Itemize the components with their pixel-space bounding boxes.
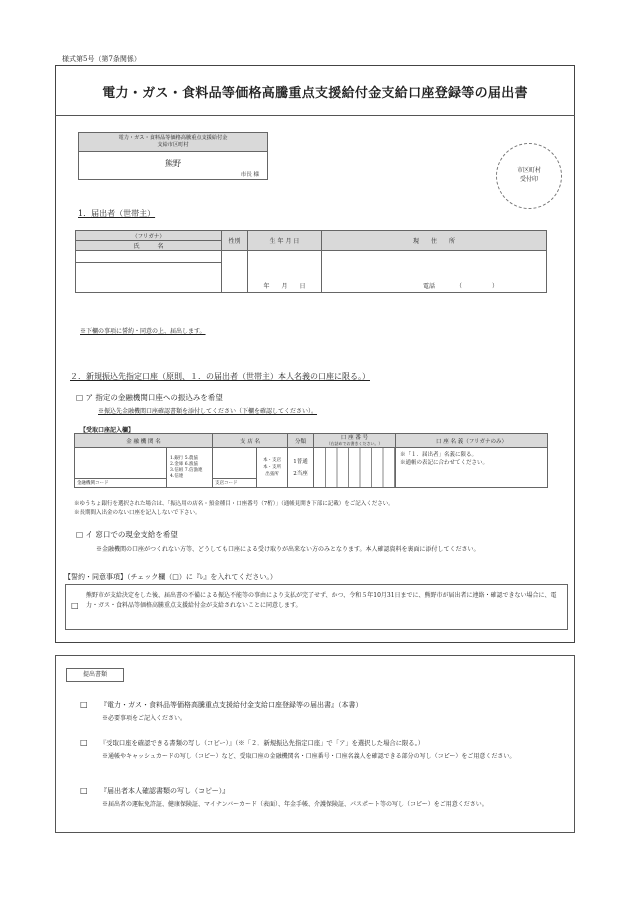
agree-note: ※下欄の事項に誓約・同意の上、届出します。 [80,328,206,335]
bank-name-input[interactable] [75,448,167,488]
oath-checkbox[interactable]: □ [71,601,79,610]
branch-name-input[interactable] [213,448,257,488]
name-label: 氏 名 [76,241,222,251]
type-header: 分類 [288,434,314,448]
document-title: 『届出者本人確認書類の写し（コピー）』 [100,787,230,795]
name-input[interactable] [76,263,222,293]
option-i-note: ※金融機関の口座がつくれない方等、どうしても口座による受け取りが出来ない方のみとなります。本人確認資料を裏面に添付してください。 [96,546,480,553]
stamp-line2: 受付印 [519,176,538,183]
addressee-mayor: 市長 様 [240,172,259,178]
oath-box [65,584,568,630]
reception-stamp-area [496,143,562,209]
document-title: 『受取口座を確認できる書類の写し（コピー）』（※「２．新規振込先指定口座」で「ア」を選択した場合に限る。） [100,740,425,747]
account-type-1[interactable]: 1普通 [293,458,308,465]
branch-type-1[interactable]: 本・支店 [263,458,281,463]
branch-type-list [257,448,288,488]
holder-header: 口 座 名 義（フリガナのみ） [396,434,548,448]
account-no-title: 口 座 番 号 [340,434,369,441]
branch-header: 支 店 名 [213,434,288,448]
bank-type-7[interactable]: 7.信漁連 [184,467,203,473]
branch-code-field[interactable]: 支店コード [213,478,256,487]
bank-type-6[interactable]: 6.漁協 [184,461,199,467]
section1-title: 1．届出者（世帯主） [78,209,156,218]
document-note: ※必要事項をご記入ください。 [102,715,187,722]
bank-type-5[interactable]: 5.農協 [184,455,199,461]
address-input[interactable] [322,251,547,293]
holder-note2: ※通帳の表記に合わせてください。 [400,460,489,466]
bank-code-field[interactable]: 金融機関コード [75,478,166,487]
bank-header: 金 融 機 関 名 [75,434,213,448]
document-checkbox[interactable]: □ [80,738,88,747]
title-divider [55,115,575,116]
bank-type-4[interactable]: 4.信連 [170,473,184,479]
addressee-header-line1: 電力・ガス・食料品等価格高騰重点支援給付金 [118,135,228,141]
birthdate-format: 年 月 日 [263,283,306,290]
account-table [74,433,548,488]
branch-type-2[interactable]: 本・支所 [263,465,281,470]
addressee-box [78,132,268,180]
document-title: 『電力・ガス・食料品等価格高騰重点支援給付金支給口座登録等の届出書』（本書） [100,701,363,709]
option-a-checkbox[interactable]: □ ア 指定の金融機関口座への振込みを希望 [76,393,223,402]
section2-title: ２．新規振込先指定口座（原則、１．の届出者（世帯主）本人名義の口座に限る。） [70,372,370,381]
furigana-label: （フリガナ） [76,231,222,241]
documents-label: 提出書類 [66,668,124,682]
birthdate-label: 生 年 月 日 [248,231,322,251]
furigana-input[interactable] [76,251,222,263]
stamp-line1: 市区町村 [516,167,541,174]
account-number-input[interactable] [314,448,396,488]
form-number: 様式第5号（第7条関係） [62,55,141,63]
document-note: ※届出者の運転免許証、健康保険証、マイナンバーカード（表面）、年金手帳、介護保険証、パスポート等の写し（コピー）をご用意ください。 [102,801,488,808]
addressee-header-line2: 支給市区町村 [157,142,189,148]
phone-format: 電話 （ ） [422,283,498,290]
account-no-header [314,434,396,448]
address-label: 現 住 所 [322,231,547,251]
account-no-sub: （右詰めでお書きください。） [326,440,383,446]
branch-type-3[interactable]: 出張所 [265,472,279,477]
gender-label: 性別 [222,231,248,251]
account-type-2[interactable]: 2当座 [293,470,308,477]
bank-type-3[interactable]: 3.信組 [170,467,184,473]
document-checkbox[interactable]: □ [80,786,88,795]
account-heading: 【受取口座記入欄】 [80,427,135,434]
document-checkbox[interactable]: □ [80,700,88,709]
gender-input[interactable] [222,251,248,293]
dormant-account-note: ※長期間入出金のない口座を記入しないで下さい。 [74,510,201,516]
yucho-note: ※ゆうちょ銀行を選択された場合は、「振込用の店名・預金種目・口座番号（7桁）」（通帳見開き下部に記載）をご記入ください。 [74,501,394,507]
account-type-list [288,448,314,488]
option-i-checkbox[interactable]: □ イ 窓口での現金支給を希望 [76,530,178,539]
document-note: ※通帳やキャッシュカードの写し（コピー）など、受取口座の金融機関名・口座番号・口座名義人を確認できる部分の写し（コピー）をご用意ください。 [102,753,516,760]
addressee-header [79,133,267,152]
option-a-note: ※振込先金融機関口座確認書類を添付してください（下欄を確認してください）。 [98,408,318,415]
form-title: 電力・ガス・食料品等価格高騰重点支援給付金支給口座登録等の届出書 [102,86,528,101]
oath-text: 熊野市が支給決定をした後、届出書の不備による振込不能等の事由により支払が完了せず、かつ、令和５年10月31日までに、熊野市が届出者に連絡・確認できない場合に、電力・ガス・食料品等価格高騰重点支援給付金が支給されないことに同意します。 [86,592,557,609]
applicant-table [75,230,547,293]
oath-heading: 【誓約・同意事項】（チェック欄（□）に『ﾚ』を入れてください。） [64,573,277,581]
bank-type-list [167,448,213,488]
bank-type-2[interactable]: 2.金庫 [170,461,184,467]
holder-input[interactable] [396,448,548,488]
bank-type-1[interactable]: 1.銀行 [170,455,184,461]
birthdate-input[interactable] [248,251,322,293]
holder-note1: ※「１．届出者」名義に限る。 [400,452,478,458]
addressee-city: 熊野 [165,159,181,168]
